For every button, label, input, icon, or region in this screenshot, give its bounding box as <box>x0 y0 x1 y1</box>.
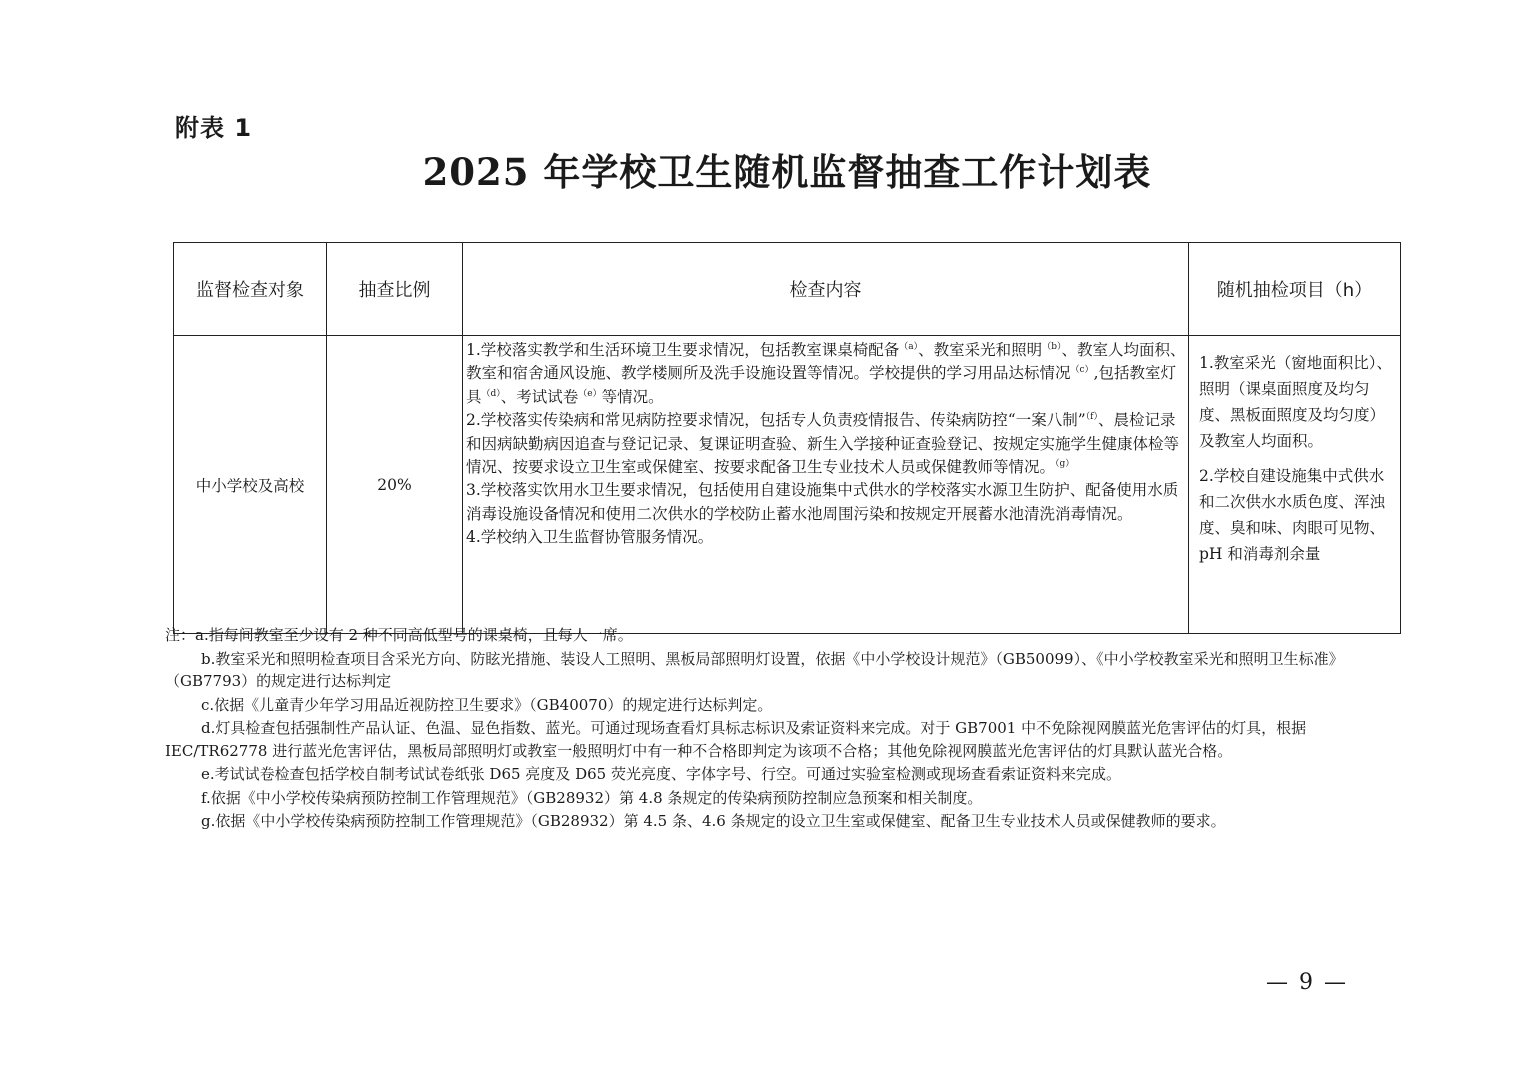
content-item-3: 3.学校落实饮用水卫生要求情况，包括使用自建设施集中式供水的学校落实水源卫生防护、配备使用水质消毒设施设备情况和使用二次供水的学校防止蓄水池周围污染和按规定开展蓄水池清洗消毒情况。 <box>466 481 1179 523</box>
header-content: 检查内容 <box>463 243 1189 336</box>
note-f: f.依据《中小学校传染病预防控制工作管理规范》（GB28932）第 4.8 条规定的传染病预防控制应急预案和相关制度。 <box>201 788 983 807</box>
document-title: 2025 年学校卫生随机监督抽查工作计划表 <box>422 150 1152 194</box>
cell-random-items <box>1189 336 1401 634</box>
footnote-ref-e: （e） <box>578 388 602 399</box>
footnote-ref-d: （d） <box>481 388 501 399</box>
content-item-2: 2.学校落实传染病和常见病防控要求情况，包括专人负责疫情报告、传染病防控“一案八制”$^{(f)}$、晨检记录和因病缺勤病因追查与登记记录、复课证明查验、新生入学接种证查验登记、按规定实施学生健康体检等情况、按要求设立卫生室或保健室、按要求配备卫生专业技术人员或保健教师等情况。$^{(g)}$ <box>466 411 1180 477</box>
header-target: 监督检查对象 <box>174 243 327 336</box>
footnote-ref-f: （f） <box>1085 412 1098 423</box>
inspection-plan-table <box>173 242 1401 634</box>
footnote-ref-a: （a） <box>899 341 919 352</box>
table-row <box>174 336 1401 634</box>
cell-content <box>463 336 1189 634</box>
content-item-1: 1.学校落实教学和生活环境卫生要求情况，包括教室课桌椅配备$^{(a)}$、教室采光和照明$^{(b)}$、教室人均面积、教室和宿舍通风设施、教学楼厕所及洗手设施设置等情况。学校提供的学习用品达标情况$^{(c)}$,包括教室灯具$^{(d)}$、考试试卷$^{(e)}$等情况。 <box>466 341 1186 406</box>
header-ratio: 抽查比例 <box>327 243 463 336</box>
note-g: g.依据《中小学校传染病预防控制工作管理规范》（GB28932）第 4.5 条、4.6 条规定的设立卫生室或保健室、配备卫生专业技术人员或保健教师的要求。 <box>201 812 1226 830</box>
footnote-ref-g: （g） <box>1055 458 1075 469</box>
page-number: — 9 — <box>1266 970 1348 995</box>
footnote-ref-b: （b） <box>1042 341 1062 352</box>
note-b: b.教室采光和照明检查项目含采光方向、防眩光措施、装设人工照明、黑板局部照明灯设置，依据《中小学校设计规范》（GB50099）、《中小学校教室采光和照明卫生标准》（GB7793）的规定进行达标判定 <box>165 649 1344 690</box>
note-a: 注：a.指每间教室至少设有 2 种不同高低型号的课桌椅，且每人一席。 <box>165 626 633 644</box>
footnote-ref-c: （c） <box>1070 365 1094 376</box>
attachment-label: 附表 1 <box>175 114 253 142</box>
content-item-4: 4.学校纳入卫生监督协管服务情况。 <box>466 528 714 547</box>
random-item-1: 1.教室采光（窗地面积比）、照明（课桌面照度及均匀度、黑板面照度及均匀度）及教室人均面积。 <box>1199 354 1393 450</box>
footnotes <box>165 624 1360 834</box>
note-e: e.考试试卷检查包括学校自制考试试卷纸张 D65 亮度及 D65 荧光亮度、字体字号、行空。可通过实验室检测或现场查看索证资料来完成。 <box>201 765 1121 783</box>
table-header-row <box>174 243 1401 336</box>
cell-ratio: 20% <box>327 336 463 634</box>
note-c: c.依据《儿童青少年学习用品近视防控卫生要求》（GB40070）的规定进行达标判定。 <box>201 695 773 714</box>
header-items: 随机抽检项目（h） <box>1189 243 1401 336</box>
cell-target: 中小学校及高校 <box>174 336 327 634</box>
random-item-2: 2.学校自建设施集中式供水和二次供水水质色度、浑浊度、臭和味、肉眼可见物、pH 和消毒剂余量 <box>1199 467 1386 563</box>
note-d: d.灯具检查包括强制性产品认证、色温、显色指数、蓝光。可通过现场查看灯具标志标识及索证资料来完成。对于 GB7001 中不免除视网膜蓝光危害评估的灯具，根据 IEC/TR62778 进行蓝光危害评估，黑板局部照明灯或教室一般照明灯中有一种不合格即判定为该项不合格；其他免除视网膜蓝光危害评估的灯具默认蓝光合格。 <box>165 719 1307 760</box>
